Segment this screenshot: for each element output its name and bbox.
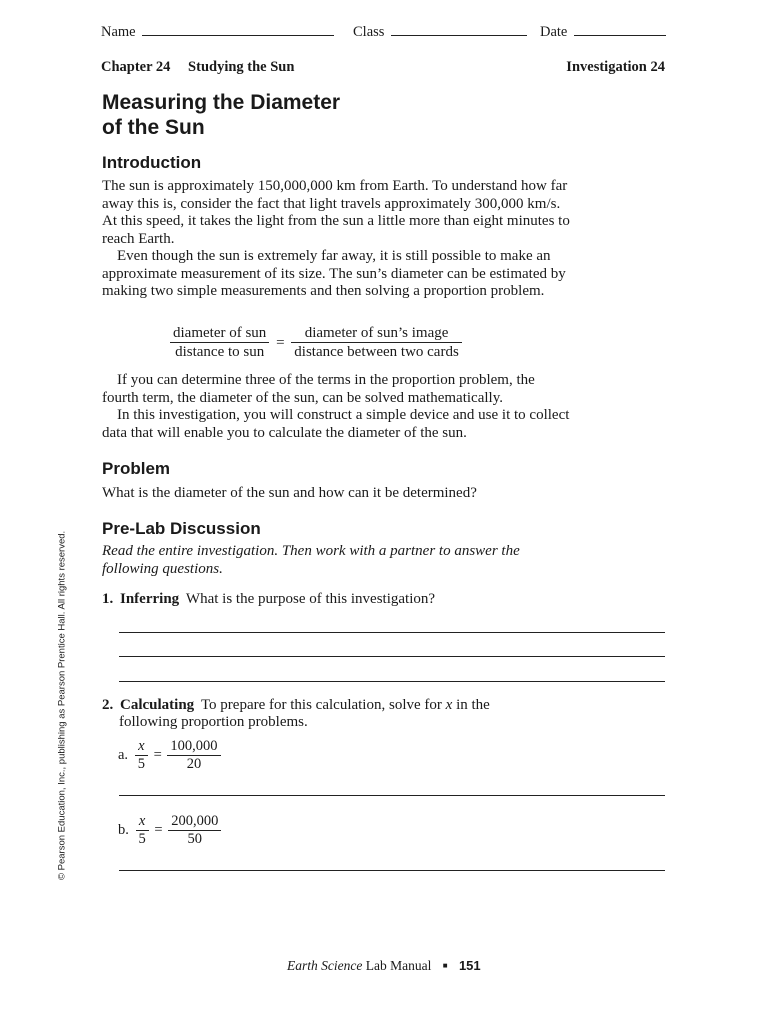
answer-line-a[interactable] — [119, 795, 665, 796]
name-label: Name — [101, 24, 136, 40]
question-2-variable: x — [445, 697, 453, 713]
date-field — [540, 24, 666, 41]
question-1-number: 1. — [102, 591, 114, 607]
question-2-number: 2. — [102, 697, 114, 713]
part-b — [118, 813, 221, 848]
intro-paragraph-3: If you can determine three of the terms in the proportion problem, the fourth term, the diameter of the sun, can be solved mathematically. — [102, 372, 535, 406]
part-b-label: b. — [118, 822, 129, 838]
page-number: 151 — [458, 958, 481, 973]
part-a-right-numerator: 100,000 — [167, 738, 220, 756]
class-field — [353, 24, 527, 41]
title-line-1: Measuring the Diameter — [102, 91, 341, 114]
copyright-notice: © Pearson Education, Inc., publishing as Pearson Prentice Hall. All rights reserved. — [56, 530, 68, 880]
proportion-equation — [170, 324, 462, 361]
question-1 — [102, 591, 435, 608]
part-b-left-numerator: x — [136, 813, 149, 831]
part-a-left-numerator: x — [135, 738, 148, 756]
equation-left-fraction — [170, 324, 269, 361]
intro-paragraph-2: Even though the sun is extremely far away, it is still possible to make an approximate measurement of its size. The sun’s diameter can be estimated by making two simple measurements and then solving a proportion problem. — [102, 248, 566, 299]
part-b-right-fraction — [168, 813, 221, 848]
part-a-label: a. — [118, 747, 129, 763]
date-label: Date — [540, 24, 568, 40]
footer-bullet: ■ — [442, 961, 448, 970]
class-label: Class — [353, 24, 385, 40]
part-a-equals: = — [153, 747, 162, 763]
intro-paragraph-1: The sun is approximately 150,000,000 km from Earth. To understand how far away this is, consider the fact that light travels approximately 300,000 km/s. At this speed, it takes the light from the sun a little more than eight minutes to reach Earth. — [102, 178, 570, 247]
equation-right-numerator: diameter of sun’s image — [291, 324, 462, 343]
question-2 — [102, 697, 490, 715]
question-2-text-a: To prepare for this calculation, solve for — [200, 697, 442, 713]
equation-left-denominator: distance to sun — [175, 344, 265, 360]
name-blank[interactable] — [142, 35, 334, 36]
page-title — [102, 90, 340, 140]
part-b-left-denominator: 5 — [138, 831, 146, 847]
footer — [287, 958, 481, 974]
equation-equals: = — [276, 334, 285, 351]
part-b-right-denominator: 50 — [187, 831, 202, 847]
answer-line-2[interactable] — [119, 656, 665, 657]
problem-heading: Problem — [102, 459, 171, 478]
part-a-right-fraction — [167, 738, 220, 773]
equation-right-denominator: distance between two cards — [294, 344, 459, 360]
equation-right-fraction — [291, 324, 462, 361]
part-b-left-fraction — [136, 813, 149, 848]
part-b-right-numerator: 200,000 — [168, 813, 221, 831]
equation-left-numerator: diameter of sun — [170, 324, 269, 343]
chapter-number: Chapter 24 — [101, 59, 171, 75]
part-b-equals: = — [154, 822, 163, 838]
question-2-text-b-1: in the — [456, 697, 490, 713]
question-2-text-b-2: following proportion problems. — [119, 714, 308, 730]
problem-text: What is the diameter of the sun and how can it be determined? — [102, 485, 477, 501]
prelab-instructions: Read the entire investigation. Then work with a partner to answer the following questions. — [102, 543, 520, 577]
part-a — [118, 738, 221, 773]
answer-line-b[interactable] — [119, 870, 665, 871]
answer-line-1[interactable] — [119, 632, 665, 633]
question-1-skill: Inferring — [120, 591, 180, 607]
chapter-title: Studying the Sun — [188, 59, 295, 75]
answer-line-3[interactable] — [119, 681, 665, 682]
prelab-heading: Pre-Lab Discussion — [102, 519, 261, 538]
title-line-2: of the Sun — [102, 116, 205, 139]
part-a-left-fraction — [135, 738, 148, 773]
part-a-left-denominator: 5 — [137, 756, 145, 772]
name-field — [101, 24, 334, 41]
class-blank[interactable] — [391, 35, 527, 36]
date-blank[interactable] — [574, 35, 666, 36]
investigation-label: Investigation 24 — [566, 59, 665, 75]
part-a-right-denominator: 20 — [186, 756, 202, 772]
introduction-heading: Introduction — [102, 153, 202, 172]
question-2-skill: Calculating — [120, 697, 195, 713]
intro-paragraph-4: In this investigation, you will construct a simple device and use it to collect data that will enable you to calculate the diameter of the sun. — [102, 407, 570, 441]
chapter-heading — [101, 59, 294, 76]
footer-book-rest: Lab Manual — [365, 958, 432, 973]
question-1-text: What is the purpose of this investigation? — [185, 591, 436, 607]
footer-book-italic: Earth Science — [287, 958, 363, 973]
